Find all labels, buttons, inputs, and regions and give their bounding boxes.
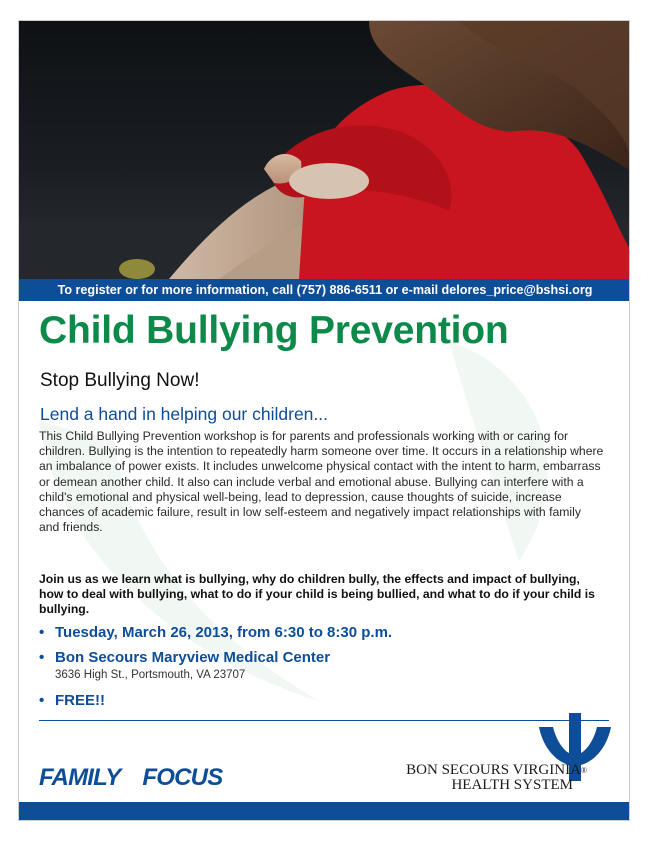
footer-bar	[19, 802, 630, 821]
subtitle: Stop Bullying Now!	[40, 370, 200, 391]
bullet-icon: •	[39, 649, 45, 666]
bullet-icon: •	[39, 692, 45, 709]
event-price: FREE!!	[55, 692, 105, 709]
event-date: Tuesday, March 26, 2013, from 6:30 to 8:30 p.m.	[55, 624, 393, 641]
content-area	[19, 301, 630, 771]
family-focus-word1: FAMILY	[39, 764, 121, 791]
flyer	[18, 20, 630, 821]
family-focus-logo	[39, 764, 222, 792]
lead-heading: Lend a hand in helping our children...	[40, 404, 328, 424]
list-item-venue	[39, 648, 392, 683]
page-title: Child Bullying Prevention	[39, 309, 509, 352]
bullet-icon: •	[39, 624, 45, 641]
description-paragraph: This Child Bullying Prevention workshop is for parents and professionals working with or caring for children. Bullying is the intention to repeatedly harm someone over time. It occurs in a relationship where an imbalance of power exists. It includes unwelcome physical contact with the intent to harm, embarrass or demean another child. It also can include verbal and emotional abuse. Bullying can interfere with a child's emotional and physical well-being, lead to depression, cause thoughts of suicide, increase chances of academic failure, result in low self-esteem and negatively impact relationships with family and friends.	[39, 429, 604, 535]
event-details-list	[39, 623, 392, 710]
registered-mark: ®	[580, 766, 587, 775]
shoe-shape	[119, 259, 155, 279]
topics-paragraph: Join us as we learn what is bullying, why do children bully, the effects and impact of bullying, how to deal with bullying, what to do if your child is being bullied, and what to do if your child is bullying.	[39, 572, 595, 617]
sad-child-image	[19, 21, 630, 279]
family-focus-word2: FOCUS	[142, 764, 223, 791]
list-item-price	[39, 691, 392, 710]
health-line1: BON SECOURS VIRGINIA	[406, 762, 581, 778]
event-address: 3636 High St., Portsmouth, VA 23707	[55, 669, 246, 681]
divider	[39, 720, 609, 721]
hero-photo	[19, 21, 630, 279]
registration-bar: To register or for more information, call (757) 886-6511 or e-mail delores_price@bshsi.org	[19, 279, 630, 301]
bon-secours-logo-text	[355, 763, 587, 793]
event-venue: Bon Secours Maryview Medical Center	[55, 649, 331, 666]
list-item-date	[39, 623, 392, 642]
health-line2: HEALTH SYSTEM	[451, 777, 573, 793]
